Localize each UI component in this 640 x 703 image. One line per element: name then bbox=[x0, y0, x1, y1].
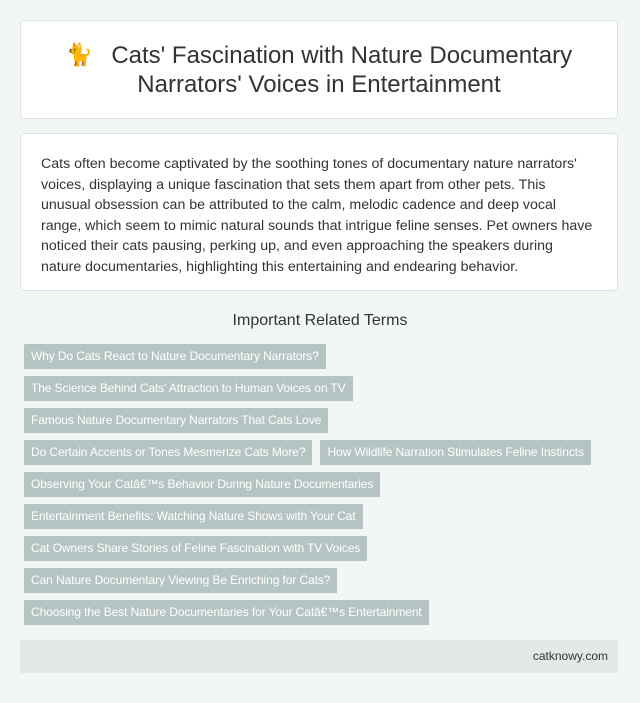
header-card bbox=[20, 20, 618, 119]
term-row bbox=[24, 568, 620, 593]
term-row bbox=[24, 440, 620, 465]
term-row bbox=[24, 600, 620, 625]
page-title bbox=[21, 40, 617, 99]
related-term-link[interactable]: Observing Your Catâ€™s Behavior During Nature Documentaries bbox=[24, 472, 380, 497]
related-term-link[interactable]: Famous Nature Documentary Narrators That Cats Love bbox=[24, 408, 328, 433]
term-row bbox=[24, 472, 620, 497]
term-row bbox=[24, 504, 620, 529]
term-row bbox=[24, 408, 620, 433]
footer-site[interactable]: catknowy.com bbox=[532, 649, 608, 663]
related-term-link[interactable]: The Science Behind Cats' Attraction to Human Voices on TV bbox=[24, 376, 353, 401]
intro-card bbox=[20, 133, 618, 291]
page-title-text: Cats' Fascination with Nature Documentary Narrators' Voices in Entertainment bbox=[111, 42, 573, 98]
related-term-link[interactable]: Cat Owners Share Stories of Feline Fascination with TV Voices bbox=[24, 536, 367, 561]
term-row bbox=[24, 376, 620, 401]
related-term-link[interactable]: How Wildlife Narration Stimulates Feline Instincts bbox=[320, 440, 590, 465]
term-row bbox=[24, 536, 620, 561]
related-term-link[interactable]: Do Certain Accents or Tones Mesmerize Cats More? bbox=[24, 440, 312, 465]
term-row bbox=[24, 344, 620, 369]
cat-icon: 🐈 bbox=[65, 42, 94, 67]
related-term-link[interactable]: Why Do Cats React to Nature Documentary Narrators? bbox=[24, 344, 326, 369]
related-term-link[interactable]: Entertainment Benefits: Watching Nature Shows with Your Cat bbox=[24, 504, 363, 529]
related-term-link[interactable]: Can Nature Documentary Viewing Be Enriching for Cats? bbox=[24, 568, 337, 593]
related-term-link[interactable]: Choosing the Best Nature Documentaries for Your Catâ€™s Entertainment bbox=[24, 600, 429, 625]
intro-text: Cats often become captivated by the soothing tones of documentary nature narrators' voices, displaying a unique fascination that sets them apart from other pets. This unusual obsession can be attributed to the calm, melodic cadence and deep vocal range, which seem to mimic natural sounds that intrigue feline senses. Pet owners have noticed their cats pausing, perking up, and even approaching the speakers during nature documentaries, highlighting this entertaining and endearing behavior. bbox=[41, 156, 593, 275]
related-terms-heading: Important Related Terms bbox=[232, 312, 408, 329]
footer bbox=[20, 640, 618, 673]
related-terms-list bbox=[24, 344, 620, 632]
